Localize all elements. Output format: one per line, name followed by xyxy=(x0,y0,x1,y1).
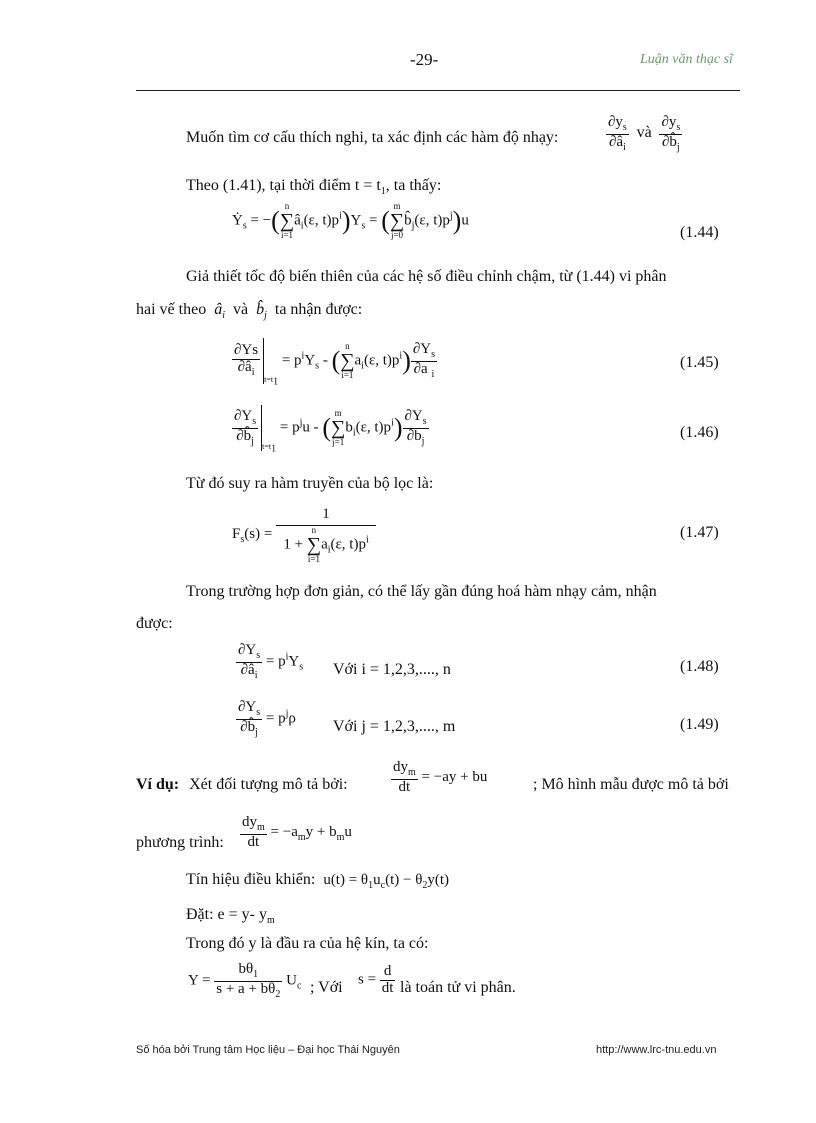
running-title: Luận văn thạc sĩ xyxy=(640,52,733,67)
paragraph-text: ; Với xyxy=(310,979,343,996)
formula-closed-loop-output: Y = $\frac{b\theta_1}{s + a + b\theta_2}$ $U_c$ xyxy=(188,961,302,1000)
example-line1 xyxy=(136,775,348,795)
paragraph-approximation-line1: Trong trường hợp đơn giản, có thể lấy gần đúng hoá hàm nhạy cảm, nhận xyxy=(186,583,657,600)
paragraph-text: ta nhận được: xyxy=(274,301,363,318)
paragraph-text: , ta thấy: xyxy=(385,177,442,194)
equation-1-48: $\frac{\partial Y_s}{\partial â_i}$ = $p^iY_s$ xyxy=(238,642,304,681)
paragraph-reference-model: phương trình: xyxy=(136,834,224,851)
subscript: m xyxy=(267,915,275,927)
and-word: và xyxy=(232,301,249,318)
equation-1-47: $F_s(s)$ = 1 1 + n ∑ i=1 $a_i(\varepsilon$, $t)p^i$ xyxy=(232,505,376,564)
example-line1-end: ; Mô hình mẫu được mô tả bởi xyxy=(533,776,729,793)
paragraph-theo xyxy=(186,176,441,202)
footer-publisher: Số hóa bởi Trung tâm Học liệu – Đại học Thái Nguyên xyxy=(136,1044,400,1056)
example-label: Ví dụ: xyxy=(136,776,180,793)
formula-sensitivity-fractions: $\frac{\partial y_s}{\partial â_i}$ và $\frac{\partial y_s}{\partial b̂_j}$ xyxy=(608,114,681,153)
formula-plant: $\frac{dy_m}{dt}$ = −ay + bu xyxy=(393,759,488,795)
paragraph-assumption-line2: hai vế theo $â_i$ và $b̂_j$ ta nhận được: xyxy=(136,301,363,322)
paragraph-closed-loop: Trong đó y là đầu ra của hệ kín, ta có: xyxy=(186,935,429,952)
equation-1-45: $\frac{\partial Ys}{\partial â_i}$ $_{t=t_1} = p^iY_s$ - ( n ∑ i=1 $a_i(\varepsilon$, $t)p^i$) $\frac{\partial Y_s}{\partial a _i}$ xyxy=(232,338,437,388)
equation-number-1-45: (1.45) xyxy=(680,354,719,371)
header-rule xyxy=(136,90,740,91)
formula-differential-operator: s = $\frac{d}{dt}$ xyxy=(358,963,394,996)
paragraph-transfer-function: Từ đó suy ra hàm truyền của bộ lọc là: xyxy=(186,475,434,492)
condition-1-49: Với j = 1,2,3,...., m xyxy=(333,718,456,735)
paragraph-text: Đặt: e = y- y xyxy=(186,906,267,923)
paragraph-text: Muốn tìm cơ cấu thích nghi, ta xác định các hàm độ nhạy: xyxy=(186,129,559,146)
paragraph-approximation-line2: được: xyxy=(136,615,173,632)
paragraph-text: Theo (1.41), tại thời điểm t = t xyxy=(186,177,381,194)
equation-1-44: Ẏ$_s$ = −( n ∑ i=1 $â_i(\varepsilon$, $t)p^i)Y_s$ = ( m ∑ j=0 $b̂_j(\varepsilon$, $t)p^j)u$ xyxy=(232,201,469,240)
paragraph-error-definition xyxy=(186,905,275,931)
equation-1-46: $\frac{\partial Y_s}{\partial b̂_j}$ $_{t=t_1} = p^ju$ - ( m ∑ j=1 $b_i(\varepsilon$, $t)p^i$) $\frac{\partial Y_s}{\partial b_j}$ xyxy=(232,405,429,455)
paragraph-operator xyxy=(310,978,343,998)
formula-reference-model: $\frac{dy_m}{dt}$ = $-a_my + b_mu$ xyxy=(242,814,352,850)
equation-number-1-49: (1.49) xyxy=(680,716,719,733)
equation-number-1-48: (1.48) xyxy=(680,658,719,675)
paragraph-assumption-line1: Giả thiết tốc độ biến thiên của các hệ số điều chỉnh chậm, từ (1.44) vi phân xyxy=(186,268,667,285)
footer-url[interactable]: http://www.lrc-tnu.edu.vn xyxy=(596,1044,717,1056)
paragraph-text: Xét đối tượng mô tả bởi: xyxy=(189,776,348,793)
paragraph-text: Tín hiệu điều khiển: xyxy=(186,871,316,888)
paragraph-text: hai vế theo xyxy=(136,301,207,318)
condition-1-48: Với i = 1,2,3,...., n xyxy=(333,661,451,678)
subscript: 1 xyxy=(380,186,386,198)
equation-number-1-44: (1.44) xyxy=(680,224,719,241)
equation-number-1-47: (1.47) xyxy=(680,524,719,541)
page-number: -29- xyxy=(410,50,439,69)
and-word: và xyxy=(636,124,652,142)
paragraph-operator-end: là toán tử vi phân. xyxy=(400,979,516,996)
equation-number-1-46: (1.46) xyxy=(680,424,719,441)
paragraph-sensitivity xyxy=(186,128,558,148)
equation-1-49: $\frac{\partial Y_s}{\partial b̂_j}$ = $p^j\rho$ xyxy=(238,699,296,738)
paragraph-control-signal: Tín hiệu điều khiển: $u(t) = \theta_1u_c(t) - \theta_2y(t)$ xyxy=(186,871,450,891)
